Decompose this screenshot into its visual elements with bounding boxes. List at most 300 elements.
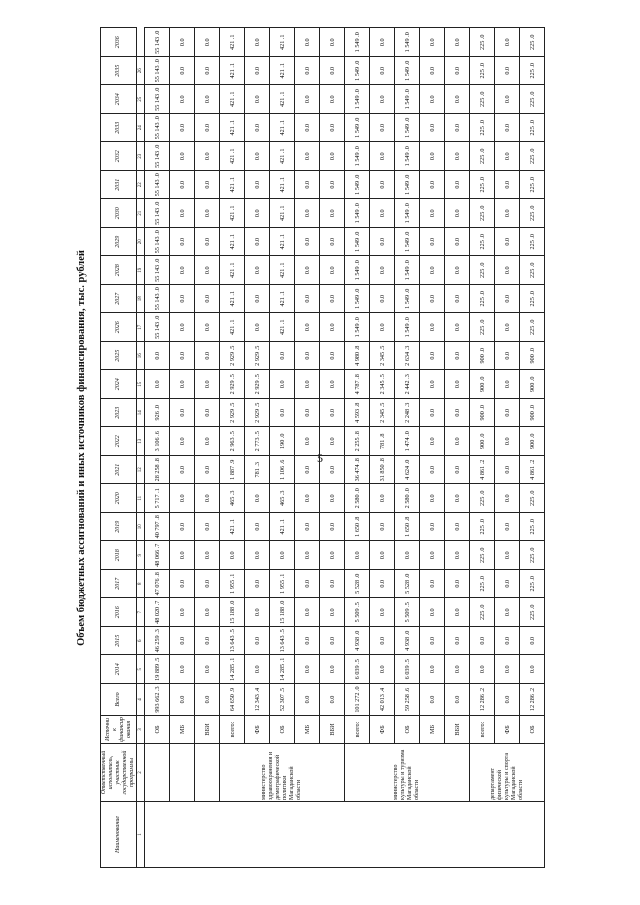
table-title: Объем бюджетных ассигнований и иных источников финансирования, тыс. рублей — [75, 250, 87, 646]
cell-value: 225 .0 — [520, 541, 545, 570]
cell-value: 0.0 — [420, 456, 445, 485]
cell-value: 0.0 — [170, 85, 195, 114]
column-number: 17 — [137, 313, 145, 342]
cell-value: 0.0 — [245, 142, 270, 171]
cell-value: 1 549 .0 — [345, 114, 370, 143]
cell-value: 0.0 — [445, 285, 470, 314]
cell-value: 0.0 — [320, 399, 345, 428]
cell-value: 225 .0 — [470, 541, 495, 570]
cell-value: 0.0 — [420, 114, 445, 143]
cell-total: 12 286 .2 — [470, 684, 495, 716]
cell-value: 781 .8 — [370, 427, 395, 456]
cell-value: 1 549 .0 — [395, 285, 420, 314]
cell-value: 1 549 .0 — [345, 85, 370, 114]
cell-value: 1 549 .0 — [395, 313, 420, 342]
cell-value: 421 .1 — [270, 513, 295, 542]
cell-value: 0.0 — [370, 541, 395, 570]
cell-value: 421 .1 — [270, 28, 295, 57]
cell-value: 900 .0 — [520, 427, 545, 456]
cell-value: 0.0 — [445, 427, 470, 456]
cell-value: 0.0 — [195, 598, 220, 627]
cell-value: 0.0 — [495, 171, 520, 200]
cell-value: 0.0 — [245, 256, 270, 285]
cell-value: 225 .0 — [520, 114, 545, 143]
cell-value: 0.0 — [495, 484, 520, 513]
column-number: 4 — [137, 684, 145, 716]
cell-value: 0.0 — [245, 513, 270, 542]
cell-value: 0.0 — [295, 427, 320, 456]
cell-value: 225 .0 — [520, 28, 545, 57]
cell-value: 0.0 — [320, 285, 345, 314]
cell-value: 0.0 — [445, 171, 470, 200]
cell-value: 0.0 — [495, 228, 520, 257]
cell-value: 421 .1 — [270, 142, 295, 171]
header-year: 2019 — [101, 513, 137, 542]
cell-value: 55 143 .0 — [145, 85, 170, 114]
cell-value: 1 549 .0 — [345, 228, 370, 257]
cell-value: 0.0 — [320, 370, 345, 399]
cell-value: 0.0 — [445, 513, 470, 542]
cell-value: 225 .0 — [470, 228, 495, 257]
cell-value: 0.0 — [420, 228, 445, 257]
cell-value: 40 797 .8 — [145, 513, 170, 542]
cell-value: 1 549 .0 — [395, 171, 420, 200]
cell-value: 1 549 .0 — [395, 57, 420, 86]
cell-value: 1 549 .0 — [395, 28, 420, 57]
cell-value: 0.0 — [420, 570, 445, 599]
cell-value: 5 717 .1 — [145, 484, 170, 513]
cell-value: 0.0 — [370, 199, 395, 228]
cell-value: 0.0 — [320, 513, 345, 542]
cell-value: 225 .0 — [520, 85, 545, 114]
header-year: 2034 — [101, 85, 137, 114]
cell-value: 225 .0 — [470, 285, 495, 314]
cell-value: 900 .0 — [520, 399, 545, 428]
column-number: 8 — [137, 570, 145, 599]
header-year: 2032 — [101, 142, 137, 171]
column-number: 20 — [137, 228, 145, 257]
cell-total: 12 343 .4 — [245, 684, 270, 716]
cell-value: 0.0 — [170, 627, 195, 656]
cell-value: 0.0 — [145, 342, 170, 371]
cell-value: 0.0 — [295, 285, 320, 314]
cell-value: 2 345 .5 — [370, 370, 395, 399]
cell-value: 0.0 — [195, 142, 220, 171]
cell-value: 0.0 — [245, 541, 270, 570]
cell-value: 0.0 — [420, 655, 445, 684]
cell-value: 0.0 — [370, 228, 395, 257]
cell-total: 0.0 — [195, 684, 220, 716]
cell-value: 421 .1 — [270, 313, 295, 342]
cell-value: 0.0 — [170, 513, 195, 542]
cell-value: 0.0 — [245, 228, 270, 257]
cell-value: 0.0 — [295, 114, 320, 143]
cell-value: 0.0 — [295, 627, 320, 656]
cell-value: 0.0 — [445, 28, 470, 57]
cell-value: 225 .0 — [470, 513, 495, 542]
cell-source: МБ — [420, 716, 445, 744]
column-number: 25 — [137, 85, 145, 114]
cell-value: 5 509 .5 — [345, 598, 370, 627]
cell-value: 31 850 .8 — [370, 456, 395, 485]
cell-value: 900 .0 — [470, 342, 495, 371]
cell-value: 0.0 — [170, 313, 195, 342]
column-number: 9 — [137, 541, 145, 570]
cell-value: 0.0 — [295, 598, 320, 627]
header-year: 2014 — [101, 655, 137, 684]
cell-value: 0.0 — [495, 627, 520, 656]
cell-value: 2 248 .3 — [395, 399, 420, 428]
cell-value: 0.0 — [420, 85, 445, 114]
cell-value: 4 938 .0 — [345, 627, 370, 656]
cell-value: 421 .1 — [220, 199, 245, 228]
cell-value: 0.0 — [320, 627, 345, 656]
cell-value: 190 .0 — [270, 427, 295, 456]
cell-value: 0.0 — [295, 228, 320, 257]
cell-value: 13 643 .5 — [270, 627, 295, 656]
table-body — [145, 28, 545, 868]
cell-value: 0.0 — [320, 228, 345, 257]
header-year: 2018 — [101, 541, 137, 570]
cell-value: 1 549 .0 — [395, 114, 420, 143]
cell-source: МБ — [295, 716, 320, 744]
cell-value: 48 066 .7 — [145, 541, 170, 570]
cell-value: 4 980 .8 — [345, 342, 370, 371]
cell-value: 0.0 — [495, 541, 520, 570]
cell-value: 1 474 .0 — [395, 427, 420, 456]
table-row — [495, 28, 520, 868]
cell-value: 6 039 .5 — [345, 655, 370, 684]
cell-executor: министерство культуры и туризма Магаданской области — [345, 744, 470, 802]
table-row — [270, 28, 295, 868]
header-source: Источник финансирования — [101, 716, 137, 744]
cell-value: 0.0 — [445, 256, 470, 285]
cell-value: 225 .0 — [470, 256, 495, 285]
column-number: 11 — [137, 484, 145, 513]
cell-value: 1 106 .6 — [270, 456, 295, 485]
cell-value: 0.0 — [470, 655, 495, 684]
cell-value: 0.0 — [370, 85, 395, 114]
cell-value: 1 549 .0 — [345, 199, 370, 228]
cell-value: 0.0 — [370, 627, 395, 656]
cell-executor — [145, 744, 170, 802]
cell-value: 0.0 — [295, 456, 320, 485]
cell-value: 0.0 — [445, 228, 470, 257]
cell-value: 0.0 — [495, 598, 520, 627]
cell-value: 0.0 — [370, 114, 395, 143]
cell-value: 2 929 .5 — [220, 342, 245, 371]
cell-value: 421 .1 — [220, 142, 245, 171]
header-name: Наименование — [101, 802, 137, 868]
cell-executor — [195, 744, 220, 802]
table-row — [445, 28, 470, 868]
cell-value: 0.0 — [245, 171, 270, 200]
cell-value: 0.0 — [195, 570, 220, 599]
cell-value: 225 .0 — [520, 570, 545, 599]
cell-value: 225 .0 — [470, 114, 495, 143]
cell-value: 36 474 .8 — [345, 456, 370, 485]
cell-value: 0.0 — [420, 285, 445, 314]
cell-value: 0.0 — [370, 513, 395, 542]
cell-value: 0.0 — [445, 370, 470, 399]
cell-value: 1 549 .0 — [345, 28, 370, 57]
cell-value: 4 593 .8 — [345, 399, 370, 428]
cell-value: 0.0 — [320, 456, 345, 485]
cell-value: 0.0 — [495, 370, 520, 399]
column-number: 3 — [137, 716, 145, 744]
cell-value: 0.0 — [495, 57, 520, 86]
column-number: 26 — [137, 57, 145, 86]
cell-value: 0.0 — [245, 28, 270, 57]
cell-value: 0.0 — [195, 513, 220, 542]
cell-value: 0.0 — [195, 313, 220, 342]
cell-value: 1 650 .8 — [345, 513, 370, 542]
cell-value: 0.0 — [445, 85, 470, 114]
cell-value: 0.0 — [370, 57, 395, 86]
cell-value: 0.0 — [295, 342, 320, 371]
cell-value: 0.0 — [495, 85, 520, 114]
cell-value: 421 .1 — [220, 256, 245, 285]
cell-value: 0.0 — [245, 85, 270, 114]
cell-total: 101 272 .0 — [345, 684, 370, 716]
cell-value: 0.0 — [420, 28, 445, 57]
cell-value: 225 .0 — [470, 171, 495, 200]
cell-value: 0.0 — [420, 399, 445, 428]
cell-value: 0.0 — [170, 285, 195, 314]
cell-value: 0.0 — [195, 57, 220, 86]
cell-value: 465 .3 — [220, 484, 245, 513]
cell-value: 0.0 — [170, 484, 195, 513]
cell-value: 1 549 .0 — [345, 142, 370, 171]
column-number: 13 — [137, 427, 145, 456]
cell-value: 0.0 — [470, 627, 495, 656]
cell-value: 0.0 — [195, 28, 220, 57]
cell-value: 225 .0 — [470, 28, 495, 57]
cell-value: 900 .0 — [520, 370, 545, 399]
cell-value: 225 .0 — [520, 57, 545, 86]
cell-total: 64 650 .9 — [220, 684, 245, 716]
header-year: 2016 — [101, 598, 137, 627]
cell-value: 0.0 — [195, 85, 220, 114]
cell-value: 225 .0 — [470, 598, 495, 627]
cell-value: 0.0 — [170, 142, 195, 171]
cell-value: 0.0 — [370, 598, 395, 627]
cell-value: 0.0 — [320, 655, 345, 684]
rotated-sheet — [62, 28, 562, 868]
table-row — [195, 28, 220, 868]
cell-value: 0.0 — [420, 342, 445, 371]
cell-value: 0.0 — [170, 427, 195, 456]
cell-value: 0.0 — [295, 541, 320, 570]
cell-value: 1 549 .0 — [395, 85, 420, 114]
cell-value: 0.0 — [495, 256, 520, 285]
cell-total: 59 258 .6 — [395, 684, 420, 716]
cell-value: 0.0 — [320, 57, 345, 86]
cell-value: 0.0 — [320, 313, 345, 342]
cell-value: 0.0 — [170, 28, 195, 57]
cell-value: 0.0 — [495, 456, 520, 485]
cell-value: 0.0 — [170, 570, 195, 599]
cell-value: 421 .1 — [220, 28, 245, 57]
cell-value: 0.0 — [445, 399, 470, 428]
cell-total: 0.0 — [495, 684, 520, 716]
cell-source: ФБ — [370, 716, 395, 744]
cell-total: 52 307 .5 — [270, 684, 295, 716]
cell-value: 0.0 — [245, 114, 270, 143]
table-row — [245, 28, 270, 868]
cell-value: 0.0 — [170, 370, 195, 399]
cell-value: 0.0 — [520, 627, 545, 656]
cell-value: 1 549 .0 — [345, 285, 370, 314]
cell-value: 2 929 .5 — [245, 399, 270, 428]
cell-value: 1 549 .0 — [345, 57, 370, 86]
cell-value: 0.0 — [320, 427, 345, 456]
cell-value: 0.0 — [295, 570, 320, 599]
cell-value: 0.0 — [445, 142, 470, 171]
cell-value: 55 143 .0 — [145, 142, 170, 171]
cell-value: 0.0 — [145, 370, 170, 399]
cell-value: 225 .0 — [470, 142, 495, 171]
cell-value: 0.0 — [320, 484, 345, 513]
cell-value: 225 .0 — [520, 285, 545, 314]
cell-value: 4 787 .8 — [345, 370, 370, 399]
cell-total: 0.0 — [295, 684, 320, 716]
cell-value: 0.0 — [420, 256, 445, 285]
header-year: 2025 — [101, 342, 137, 371]
table-row — [345, 28, 370, 868]
cell-value: 0.0 — [295, 313, 320, 342]
cell-value: 0.0 — [295, 171, 320, 200]
cell-total: 0.0 — [445, 684, 470, 716]
cell-value: 5 528 .0 — [345, 570, 370, 599]
cell-value: 0.0 — [520, 655, 545, 684]
cell-value: 0.0 — [170, 655, 195, 684]
cell-value: 0.0 — [495, 655, 520, 684]
cell-value: 1 887 .9 — [220, 456, 245, 485]
cell-value: 0.0 — [170, 199, 195, 228]
cell-value: 0.0 — [445, 57, 470, 86]
cell-value: 0.0 — [295, 28, 320, 57]
table-row — [295, 28, 320, 868]
cell-value: 0.0 — [395, 541, 420, 570]
cell-value: 0.0 — [320, 171, 345, 200]
cell-value: 0.0 — [195, 627, 220, 656]
cell-value: 46 259 .3 — [145, 627, 170, 656]
cell-value: 0.0 — [245, 655, 270, 684]
table-row — [470, 28, 495, 868]
cell-value: 0.0 — [245, 570, 270, 599]
column-number: 2 — [137, 744, 145, 802]
cell-executor — [170, 744, 195, 802]
cell-value: 0.0 — [270, 399, 295, 428]
header-year: 2023 — [101, 399, 137, 428]
cell-value: 55 143 .0 — [145, 256, 170, 285]
cell-value: 0.0 — [195, 484, 220, 513]
header-year: 2036 — [101, 28, 137, 57]
cell-value: 0.0 — [195, 370, 220, 399]
cell-value: 0.0 — [420, 427, 445, 456]
cell-value: 19 889 .5 — [145, 655, 170, 684]
cell-value: 900 .0 — [520, 342, 545, 371]
cell-value: 0.0 — [420, 627, 445, 656]
cell-value: 0.0 — [245, 484, 270, 513]
cell-total: 0.0 — [170, 684, 195, 716]
cell-value: 1 549 .0 — [395, 256, 420, 285]
cell-value: 1 549 .0 — [395, 199, 420, 228]
cell-value: 0.0 — [245, 285, 270, 314]
cell-source: ВБИ — [445, 716, 470, 744]
cell-value: 4 861 .2 — [470, 456, 495, 485]
cell-value: 0.0 — [320, 342, 345, 371]
cell-value: 48 020 .7 — [145, 598, 170, 627]
cell-value: 0.0 — [170, 399, 195, 428]
cell-value: 0.0 — [370, 655, 395, 684]
cell-value: 55 143 .0 — [145, 228, 170, 257]
column-number: 10 — [137, 513, 145, 542]
cell-value: 0.0 — [270, 370, 295, 399]
cell-value: 0.0 — [445, 199, 470, 228]
cell-source: всего: — [345, 716, 370, 744]
cell-value: 1 549 .0 — [395, 142, 420, 171]
column-number: 18 — [137, 285, 145, 314]
table-row — [370, 28, 395, 868]
cell-value: 5 528 .0 — [395, 570, 420, 599]
cell-value: 421 .1 — [270, 114, 295, 143]
cell-source: ВБИ — [320, 716, 345, 744]
cell-value: 0.0 — [170, 342, 195, 371]
cell-value: 0.0 — [295, 655, 320, 684]
cell-value: 0.0 — [495, 285, 520, 314]
cell-value: 0.0 — [170, 256, 195, 285]
cell-value: 0.0 — [245, 627, 270, 656]
cell-value: 1 549 .0 — [345, 171, 370, 200]
cell-value: 0.0 — [295, 85, 320, 114]
header-year: 2027 — [101, 285, 137, 314]
cell-value: 0.0 — [295, 142, 320, 171]
cell-value: 225 .0 — [470, 85, 495, 114]
cell-value: 55 143 .0 — [145, 199, 170, 228]
cell-value: 0.0 — [170, 598, 195, 627]
column-number: 24 — [137, 114, 145, 143]
cell-value: 0.0 — [170, 57, 195, 86]
cell-value: 465 .3 — [270, 484, 295, 513]
cell-value: 0.0 — [195, 427, 220, 456]
cell-value: 55 143 .0 — [145, 114, 170, 143]
cell-value: 0.0 — [420, 513, 445, 542]
cell-value: 2 580 .0 — [345, 484, 370, 513]
cell-value: 0.0 — [370, 28, 395, 57]
cell-value: 2 963 .5 — [220, 427, 245, 456]
cell-value: 0.0 — [445, 484, 470, 513]
cell-value: 0.0 — [295, 370, 320, 399]
table-row — [395, 28, 420, 868]
cell-source: ОБ — [395, 716, 420, 744]
cell-value: 0.0 — [370, 142, 395, 171]
cell-value: 5 509 .5 — [395, 598, 420, 627]
column-number: 12 — [137, 456, 145, 485]
cell-value: 0.0 — [370, 171, 395, 200]
cell-value: 14 285 .1 — [270, 655, 295, 684]
cell-value: 0.0 — [195, 171, 220, 200]
cell-value: 0.0 — [195, 199, 220, 228]
cell-value: 13 643 .5 — [220, 627, 245, 656]
cell-value: 421 .1 — [270, 85, 295, 114]
cell-source: ОБ — [145, 716, 170, 744]
header-year: 2029 — [101, 228, 137, 257]
cell-value: 421 .1 — [270, 256, 295, 285]
cell-value: 421 .1 — [220, 285, 245, 314]
cell-value: 1 955 .1 — [270, 570, 295, 599]
